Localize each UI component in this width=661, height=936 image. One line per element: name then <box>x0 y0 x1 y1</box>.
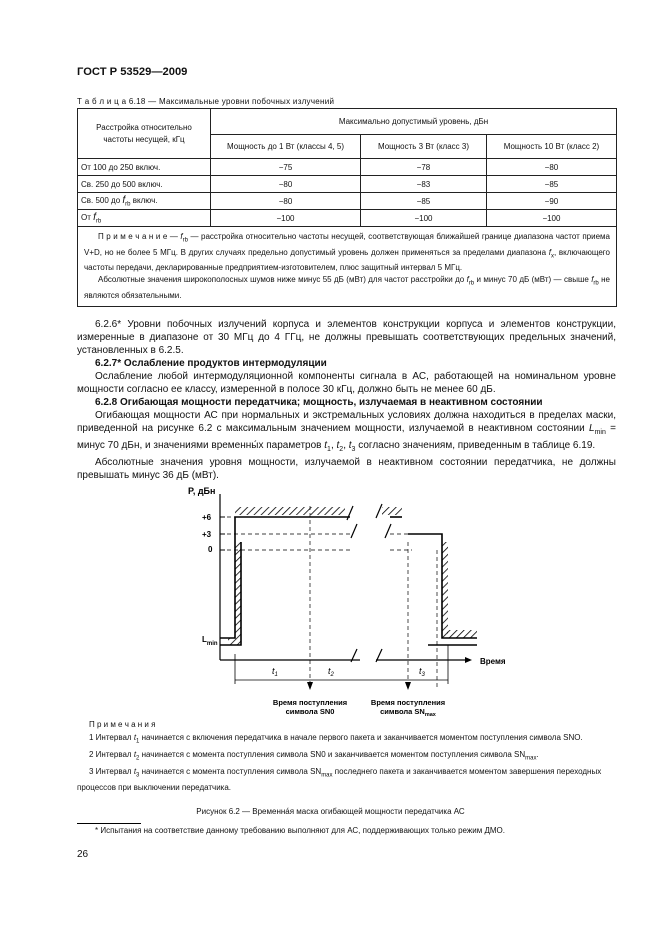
event2-label-line1: Время поступления <box>370 698 446 707</box>
figure-note-3: 3 Интервал $t_3$ начинается с момента поступления символа $SN_{max}$ последнего пакета и заканчивается моментом завершения переходных процессов при выключении передатчика. <box>77 766 602 792</box>
row-label: Св. 250 до 500 включ. <box>78 176 211 193</box>
heading-6-2-8: 6.2.8 Огибающая мощности передатчика; мощность, излучаемая в неактивном состоянии <box>95 397 543 408</box>
col-header-1w: Мощность до 1 Вт (классы 4, 5) <box>211 135 361 159</box>
table-row <box>78 176 617 193</box>
interval-t1-label: $t_1$ <box>272 666 278 678</box>
paragraph-6-2-6: 6.2.6* Уровни побочных излучений корпуса и элементов конструкции корпуса и элементов конструкции, измеренные в диапазоне от 30 МГц до 4 ГГц, не должны превышать соответствующих предельных значений, установленных в 6.2.5. <box>77 319 616 356</box>
cell-value: −75 <box>211 159 361 176</box>
x-axis-arrow-icon <box>465 657 472 663</box>
document-header: ГОСТ Р 53529—2009 <box>77 66 188 78</box>
power-mask-figure <box>150 484 610 718</box>
mask-hatch-top-right <box>382 507 402 515</box>
table-caption-prefix: Т а б л и ц а <box>77 97 127 106</box>
event-arrow-icon <box>405 682 411 690</box>
cell-value: −100 <box>361 210 487 227</box>
row-label: От $f_{rb}$ <box>78 210 211 227</box>
mask-hatch-right <box>442 542 448 638</box>
event2-label-line2: символа $SN_{max}$ <box>380 707 436 718</box>
row-label: От 100 до 250 включ. <box>78 159 211 176</box>
cell-value: −85 <box>361 193 487 210</box>
cell-value: −100 <box>486 210 616 227</box>
figure-notes <box>77 719 616 794</box>
col-header-offset: Расстройка относительно частоты несущей, кГц <box>78 109 211 159</box>
cell-value: −90 <box>486 193 616 210</box>
paragraph-6-2-7: Ослабление любой интермодуляционной компоненты сигнала в АС, работающей на номинальном уровне мощности согласно ее классу, измеренной в полосе 30 кГц, должно быть не менее 60 дБ. <box>77 371 616 395</box>
interval-t2-label: $t_2$ <box>328 666 334 678</box>
x-axis-label: Время <box>480 657 506 666</box>
row-label: Св. 500 до $f_{rb}$ включ. <box>78 193 211 210</box>
footnote: * Испытания на соответствие данному требованию выполняют для АС, поддерживающих только режим ДМО. <box>95 826 505 835</box>
mask-hatch-top <box>235 507 345 515</box>
paragraph-6-2-8: Огибающая мощности АС при нормальных и экстремальных условиях должна находиться в пределах маски, приведенной на рисунке 6.2 с максимальным значением мощности, излучаемой в неактивном состоянии $L_{min}$ = минус 70 дБн, и значениями временны́х параметров $t_1$, $t_2$, $t_3$ согласно значениям, приведенным в таблице 6.19. <box>77 410 617 453</box>
mask-lines <box>220 517 477 645</box>
body-text <box>77 318 616 482</box>
event1-label-line1: Время поступления <box>272 698 348 707</box>
table-note: П р и м е ч а н и е — $f_{rb}$ — расстройка относительно частоты несущей, соответствующая ближайшей границе диапазона частот приема V+D, но не более 5 МГц. В других случаях предельно допустимый уровень должен применяться за пределами диапазона $f_x$, включающего частоты передачи, декларированные предприятием-изготовителем, плюс защитный интервал 5 МГц. Абсолютные значения широкополосных шумов ниже минус 55 дБ (мВт) для частот расстройки до $f_{rb}$ и минус 70 дБ (мВт) — свыше $f_{rb}$ не являются обязательными. <box>78 227 617 307</box>
y-tick-label: 0 <box>208 545 213 554</box>
cell-value: −78 <box>361 159 487 176</box>
reference-dashes <box>220 506 437 689</box>
y-axis-label: P, дБн <box>188 486 216 496</box>
col-header-3w: Мощность 3 Вт (класс 3) <box>361 135 487 159</box>
figure-caption: Рисунок 6.2 — Временна́я маска огибающей мощности передатчика АС <box>196 807 465 816</box>
col-header-10w: Мощность 10 Вт (класс 2) <box>486 135 616 159</box>
cell-value: −85 <box>486 176 616 193</box>
mask-hatch-bottom-left <box>228 638 241 645</box>
cell-value: −100 <box>211 210 361 227</box>
break-marks <box>347 504 391 662</box>
cell-value: −80 <box>211 176 361 193</box>
figure-notes-title: П р и м е ч а н и я <box>89 720 156 729</box>
footnote-divider <box>77 823 141 824</box>
y-tick-label: +3 <box>202 530 212 539</box>
table-row <box>78 193 617 210</box>
heading-6-2-7: 6.2.7* Ослабление продуктов интермодуляции <box>95 358 327 369</box>
figure-note-2: 2 Интервал $t_2$ начинается с момента поступления символа SN0 и заканчивается моментом поступления символа $SN_{max}$. <box>89 749 539 762</box>
page-number: 26 <box>77 849 89 860</box>
table-caption <box>77 97 334 106</box>
interval-t3-label: $t_3$ <box>419 666 425 678</box>
paragraph-6-2-8-abs: Абсолютные значения уровня мощности, излучаемой в неактивном состоянии передатчика, не должны превышать минус 36 дБ (мВт). <box>77 457 616 481</box>
mask-hatch-bottom-right <box>447 630 477 638</box>
table-row <box>78 210 617 227</box>
cell-value: −83 <box>361 176 487 193</box>
event-arrow-icon <box>307 682 313 690</box>
y-tick-label: +6 <box>202 513 212 522</box>
lmin-label: $L_{min}$ <box>202 635 218 647</box>
emissions-table <box>77 108 617 307</box>
cell-value: −80 <box>486 159 616 176</box>
group-header-level: Максимально допустимый уровень, дБн <box>211 109 617 135</box>
event1-label-line2: символа SN0 <box>285 707 335 716</box>
cell-value: −80 <box>211 193 361 210</box>
table-row <box>78 159 617 176</box>
figure-note-1: 1 Интервал $t_1$ начинается с включения передатчика в начале первого пакета и заканчивается моментом поступления символа SNO. <box>89 732 583 745</box>
mask-hatch-left <box>235 542 241 638</box>
table-caption-text: 6.18 — Максимальные уровни побочных излучений <box>128 97 335 106</box>
